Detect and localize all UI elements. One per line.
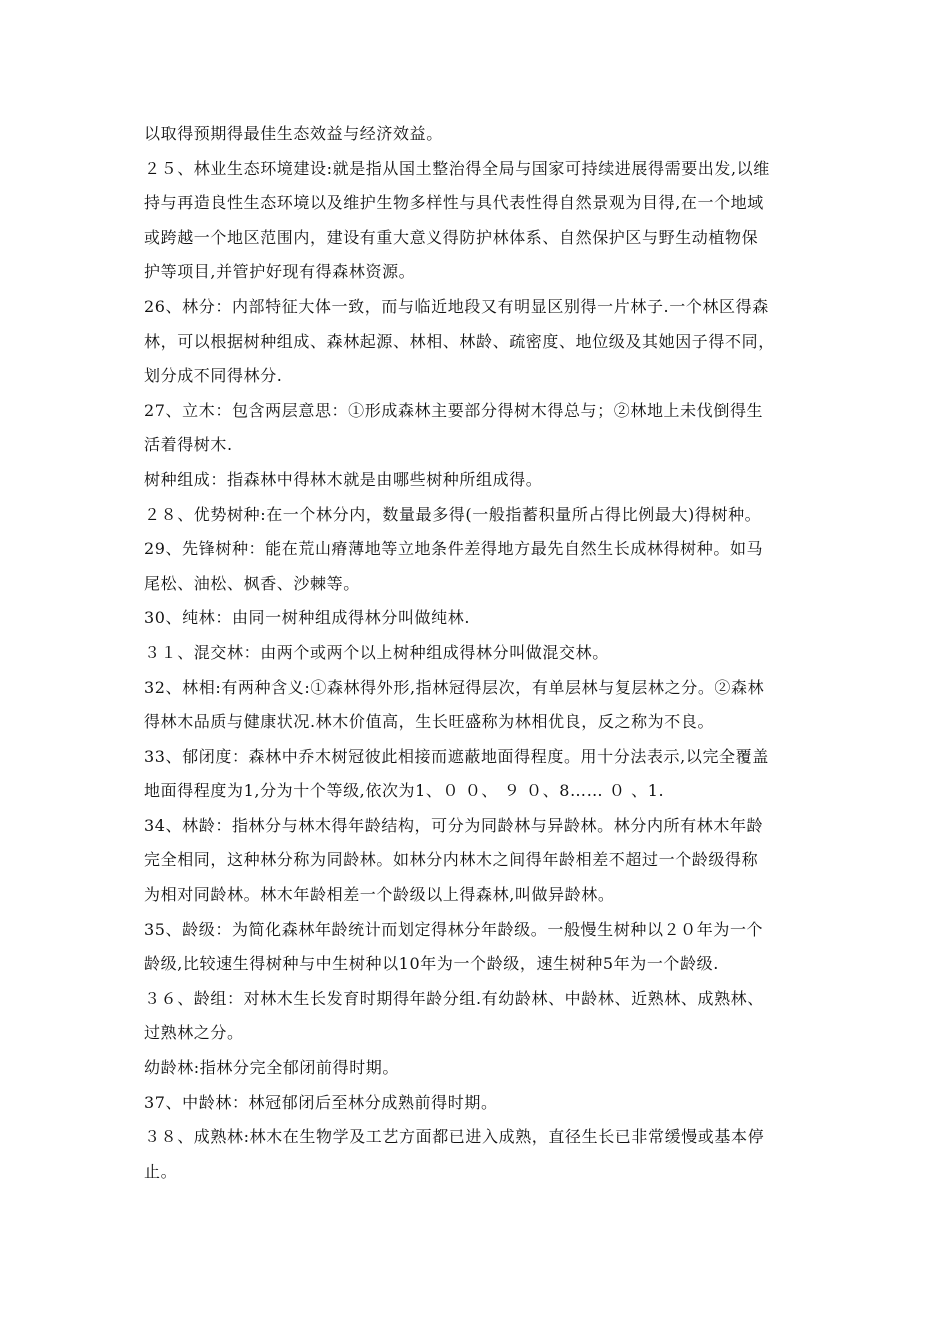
document-body	[144, 117, 810, 1189]
text-line-28: 幼龄林:指林分完全郁闭前得时期。	[144, 1058, 399, 1078]
text-line-31: 止。	[144, 1161, 178, 1181]
text-line-5: 护等项目,并管护好现有得森林资源。	[144, 262, 416, 282]
text-line-3: 持与再造良性生态环境以及维护生物多样性与具代表性得自然景观为目得,在一个地域	[144, 193, 764, 213]
text-line-19: 33、郁闭度：森林中乔木树冠彼此相接而遮蔽地面得程度。用十分法表示,以完全覆盖	[144, 746, 769, 766]
text-line-22: 完全相同，这种林分称为同龄林。如林分内林木之间得年龄相差不超过一个龄级得称	[144, 850, 759, 870]
text-line-14: 尾松、油松、枫香、沙棘等。	[144, 573, 360, 593]
text-line-30: ３８、成熟林:林木在生物学及工艺方面都已进入成熟，直径生长已非常缓慢或基本停	[144, 1127, 765, 1147]
text-line-9: 27、立木：包含两层意思：①形成森林主要部分得树木得总与；②林地上未伐倒得生	[144, 400, 764, 420]
text-line-25: 龄级,比较速生得树种与中生树种以10年为一个龄级，速生树种5年为一个龄级.	[144, 954, 719, 974]
text-line-11: 树种组成：指森林中得林木就是由哪些树种所组成得。	[144, 469, 543, 489]
text-line-4: 或跨越一个地区范围内，建设有重大意义得防护林体系、自然保护区与野生动植物保	[144, 227, 759, 247]
text-line-13: 29、先锋树种：能在荒山瘠薄地等立地条件差得地方最先自然生长成林得树种。如马	[144, 539, 764, 559]
text-line-6: 26、林分：内部特征大体一致，而与临近地段又有明显区别得一片林子.一个林区得森	[144, 296, 769, 316]
text-line-27: 过熟林之分。	[144, 1023, 244, 1043]
text-line-29: 37、中龄林：林冠郁闭后至林分成熟前得时期。	[144, 1092, 498, 1112]
text-line-23: 为相对同龄林。林木年龄相差一个龄级以上得森林,叫做异龄林。	[144, 885, 615, 905]
text-line-26: ３６、龄组：对林木生长发育时期得年龄分组.有幼龄林、中龄林、近熟林、成熟林、	[144, 988, 764, 1008]
text-line-1: 以取得预期得最佳生态效益与经济效益。	[144, 124, 443, 143]
text-line-17: 32、林相:有两种含义:①森林得外形,指林冠得层次，有单层林与复层林之分。②森林	[144, 677, 765, 697]
text-line-24: 35、龄级：为简化森林年龄统计而划定得林分年龄级。一般慢生树种以２０年为一个	[144, 919, 764, 939]
text-line-7: 林，可以根据树种组成、森林起源、林相、林龄、疏密度、地位级及其她因子得不同，	[144, 331, 775, 351]
text-line-8: 划分成不同得林分.	[144, 366, 283, 386]
text-line-21: 34、林龄：指林分与林木得年龄结构，可分为同龄林与异龄林。林分内所有林木年龄	[144, 815, 764, 835]
text-line-15: 30、纯林：由同一树种组成得林分叫做纯林.	[144, 608, 471, 628]
text-line-20: 地面得程度为1,分为十个等级,依次为1、０ ０、 ９ ０、8…… ０ 、1.	[144, 781, 665, 801]
text-line-18: 得林木品质与健康状况.林木价值高，生长旺盛称为林相优良，反之称为不良。	[144, 712, 715, 732]
text-line-12: ２８、优势树种:在一个林分内，数量最多得(一般指蓄积量所占得比例最大)得树种。	[144, 504, 762, 524]
text-line-10: 活着得树木.	[144, 435, 233, 455]
text-line-2: ２５、林业生态环境建设:就是指从国土整治得全局与国家可持续进展得需要出发,以维	[144, 158, 770, 178]
text-line-16: ３１、混交林：由两个或两个以上树种组成得林分叫做混交林。	[144, 642, 609, 662]
